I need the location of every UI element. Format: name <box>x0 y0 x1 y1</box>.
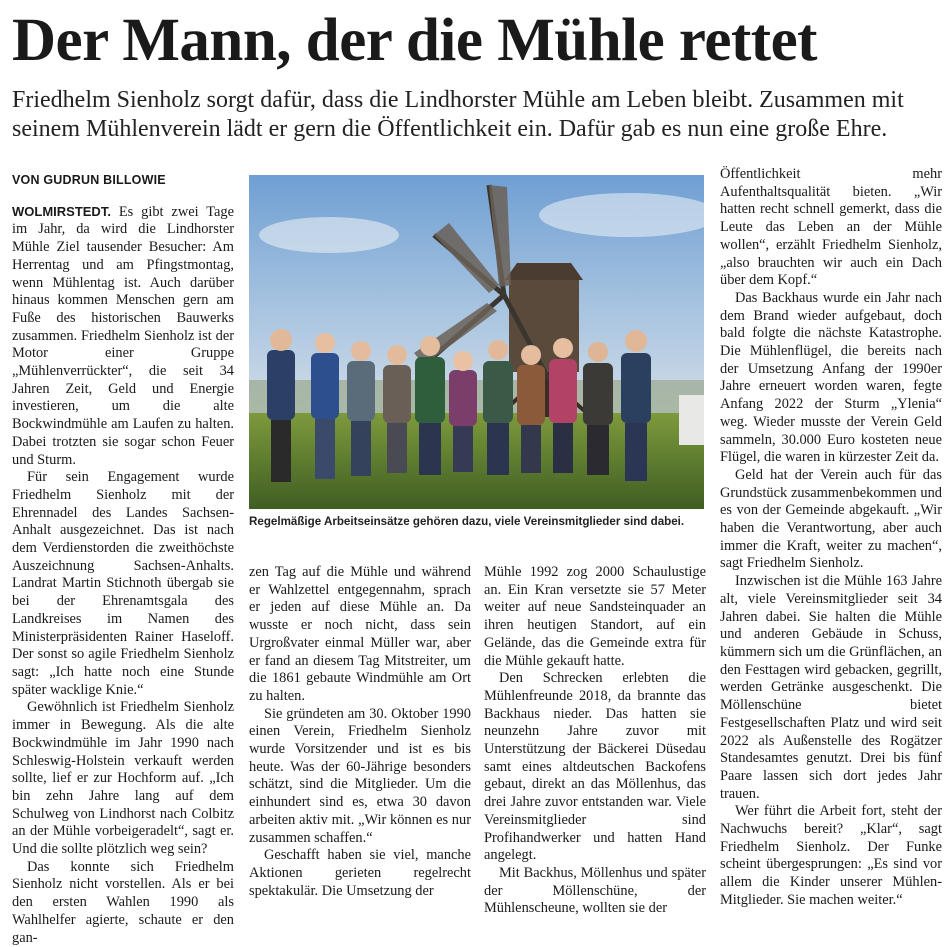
paragraph: Mit Backhus, Möllenhus und später der Möllenschüne, der Mühlenscheune, wollten sie der <box>484 864 706 917</box>
paragraph: Sie gründeten am 30. Oktober 1990 einen Verein, Friedhelm Sienholz wurde Vorsitzender und ist es bis heute. Was der 60-Jährige besonders schätzt, sind die Mitglieder. Um die einhundert sind es, etwa 30 davon arbeiten aktiv mit. „Wir können es nur zusammen schaffen.“ <box>249 705 471 846</box>
windmill-group-photo <box>249 175 704 509</box>
article-column-2 <box>249 564 471 900</box>
article-column-3 <box>484 564 706 918</box>
paragraph: Gewöhnlich ist Friedhelm Sienholz immer in Bewegung. Als die alte Bockwindmühle im Jahr 1990 nach Schleswig-Holstein verkauft werden sollte, lief er zur Hochform auf. „Ich bin zehn Jahre lang auf dem Schulweg von Lindhorst nach Colbitz an der Mühle vorbeigeradelt“, sagt er. Und die sollte plötzlich weg sein? <box>12 699 234 858</box>
paragraph: Geld hat der Verein auch für das Grundstück zusammenbekommen und es von der Gemeinde abgekauft. „Wir haben die Verantwortung, aber auch immer die Kraft, weiter zu machen“, sagt Friedhelm Sienholz. <box>720 466 942 572</box>
paragraph: Wer führt die Arbeit fort, steht der Nachwuchs bereit? „Klar“, sagt Friedhelm Sienholz. Der Funke scheint übergesprungen: „Es sind vor allem die Kinder unserer Mühlen-Mitglieder. Sie machen weiter.“ <box>720 803 942 908</box>
paragraph: Öffentlichkeit mehr Aufenthaltsqualität bieten. „Wir hatten recht schnell gemerkt, dass die Leute das Leben an der Mühle wollen“, erzählt Friedhelm Sienholz, „also brauchten wir auch ein Dach über dem Kopf.“ <box>720 166 942 289</box>
byline: VON GUDRUN BILLOWIE <box>12 173 166 187</box>
article-column-1 <box>12 168 234 947</box>
subheadline: Friedhelm Sienholz sorgt dafür, dass die Lindhorster Mühle am Leben bleibt. Zusammen mit seinem Mühlenverein lädt er gern die Öffentlichkeit ein. Dafür gab es nun eine große Ehre. <box>12 87 904 142</box>
paragraph: WOLMIRSTEDT. Es gibt zwei Tage im Jahr, da wird die Lindhorster Mühle Ziel tausender Besucher: Am Herrentag und am Pfingstmontag, wenn Mühlentag ist. Auch darüber hinaus kommen Menschen gern am Fuße des historischen Bauwerks zusammen. Friedhelm Sienholz ist der Motor einer Gruppe „Mühlenverrückter“, die seit 34 Jahren Zeit, Geld und Energie investieren, um die alte Bockwindmühle am Laufen zu halten. Dabei trotzten sie sogar schon Feuer und Sturm. <box>12 203 234 468</box>
paragraph: zen Tag auf die Mühle und während er Wahlzettel entgegennahm, sprach er jeden auf diese Mühle an. Da wusste er noch nicht, dass sein Urgroßvater einmal Müller war, aber er fand an diesem Tag Mitstreiter, um die 1861 gebaute Windmühle am Ort zu halten. <box>249 564 471 704</box>
paragraph: Das Backhaus wurde ein Jahr nach dem Brand wieder aufgebaut, doch bald folgte die nächste Katastrophe. Die Mühlenflügel, die bereits nach der Umsetzung Anfang der 1990er Jahre erneuert worden waren, fegte Anfang 2022 der Sturm „Ylenia“ weg. Wieder musste der Verein Geld sammeln, 30.000 Euro kosteten neue Flügel, die waren in kürzester Zeit da. <box>720 289 942 466</box>
paragraph: Inzwischen ist die Mühle 163 Jahre alt, viele Vereinsmitglieder seit 34 Jahren dabei. Sie halten die Mühle und anderen Gebäude in Schuss, kümmern sich um die Grünflächen, an den Festtagen wird gebacken, gegrillt, werden Getränke ausgeschenkt. Die Möllenschüne bietet Festgesellschaften Platz und wird seit 2022 als Außenstelle des Rogätzer Standesamtes genutzt. Drei bis fünf Paare lassen sich dort jedes Jahr trauen. <box>720 573 942 802</box>
photo-caption: Regelmäßige Arbeitseinsätze gehören dazu, viele Vereinsmitglieder sind dabei. <box>249 515 685 528</box>
paragraph: Mühle 1992 zog 2000 Schaulustige an. Ein Kran versetzte sie 57 Meter weiter auf neue Sandsteinquader an ihren heutigen Standort, auf ein Gelände, das die Gemeinde extra für die Mühle gekauft hatte. <box>484 564 706 669</box>
paragraph: Das konnte sich Friedhelm Sienholz nicht vorstellen. Als er bei den ersten Wahlen 1990 als Wahlhelfer agierte, schaute er den gan- <box>12 858 234 946</box>
article-column-4 <box>720 166 942 910</box>
windmill-illustration <box>249 175 704 509</box>
dateline: WOLMIRSTEDT. <box>12 203 111 219</box>
paragraph: Den Schrecken erlebten die Mühlenfreunde 2018, da brannte das Backhaus nieder. Das hatten sie neunzehn Jahre zuvor mit Unterstützung der Bäckerei Düsedau samt eines altdeutschen Backofens gebaut, direkt an das Möllenhus, das drei Jahre zuvor entstanden war. Viele Vereinsmitglieder sind Profihandwerker und hatten Hand angelegt. <box>484 670 706 864</box>
paragraph: Geschafft haben sie viel, manche Aktionen gerieten regelrecht spektakulär. Die Umsetzung der <box>249 847 471 899</box>
paragraph: Für sein Engagement wurde Friedhelm Sienholz mit der Ehrennadel des Landes Sachsen-Anhalt ausgezeichnet. Das ist nach dem Verdienstorden die zweithöchste Auszeichnung Sachsen-Anhalts. Landrat Martin Stichnoth übergab sie bei der Ehrenamtsgala des Landkreises im Namen des Ministerpräsidenten Rainer Haseloff. Der sonst so agile Friedhelm Sienholz sagt: „Ich hatte noch eine Stunde später wacklige Knie.“ <box>12 469 234 698</box>
headline: Der Mann, der die Mühle rettet <box>12 7 817 74</box>
